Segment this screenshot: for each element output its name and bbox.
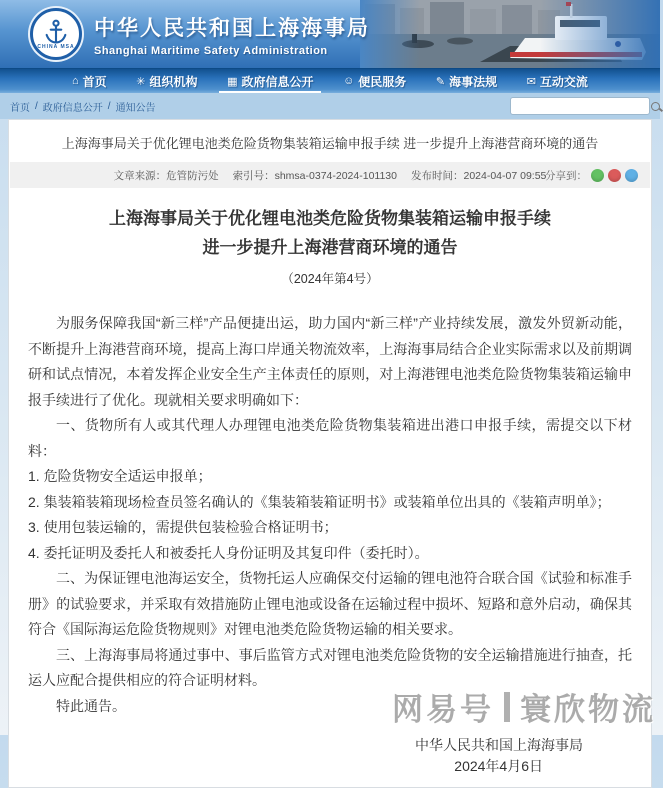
meta-source-label: 文章来源： — [113, 169, 167, 182]
paragraph-item4: 4. 委托证明及委托人和被委托人身份证明及其复印件（委托时）。 — [28, 544, 429, 561]
breadcrumb-notices[interactable]: 通知公告 — [115, 102, 156, 114]
breadcrumb-bar — [0, 93, 660, 119]
share-bar — [545, 168, 638, 183]
search-icon[interactable] — [651, 102, 660, 111]
meta-index-value: shmsa-0374-2024-101130 — [274, 169, 397, 182]
site-subtitle: Shanghai Maritime Safety Administration — [94, 44, 328, 57]
paragraph-section3: 三、上海海事局将通过事中、事后监管方式对锂电池类危险货物的安全运输措施进行抽查，托运人应配合提供相应的符合证明材料。 — [28, 646, 632, 688]
signature-block — [9, 735, 651, 777]
breadcrumb-separator: / — [107, 100, 111, 112]
document-body — [9, 311, 651, 719]
watermark-left: 网易号 — [392, 692, 494, 727]
meta-time-label: 发布时间： — [410, 169, 464, 182]
paragraph-intro: 为服务保障我国“新三样”产品便捷出运，助力国内“新三样”产业持续发展，激发外贸新动能，不断提升上海港营商环境，提高上海口岸通关物流效率，上海海事局结合企业实际需求以及前期调研和试点情况，本着发挥企业安全生产主体责任的原则，对上海港锂电池类危险货物集装箱运输申报手续进行了优化。现就相关要求明确如下： — [28, 315, 632, 408]
main-nav — [0, 68, 660, 93]
nav-item-home[interactable] — [70, 69, 109, 93]
meta-index — [233, 168, 397, 183]
breadcrumb-separator: / — [35, 100, 38, 112]
banner-left — [0, 0, 408, 68]
citizen-service-icon: ☺ — [343, 75, 355, 87]
info-grid-icon: ▦ — [227, 75, 238, 88]
nav-label: 互动交流 — [539, 74, 588, 89]
breadcrumb — [10, 99, 156, 114]
banner-titles — [94, 12, 370, 57]
article-list-title: 上海海事局关于优化锂电池类危险货物集装箱运输申报手续 进一步提升上海港营商环境的通告 — [61, 136, 599, 151]
article-panel — [8, 119, 652, 788]
breadcrumb-gov-info[interactable]: 政府信息公开 — [42, 102, 103, 114]
nav-label: 政府信息公开 — [241, 74, 314, 89]
paragraph-section1: 一、货物所有人或其代理人办理锂电池类危险货物集装箱进出港口申报手续，需提交以下材料： — [28, 417, 632, 459]
document-number: （2024年第4号） — [281, 272, 379, 286]
share-wechat-icon[interactable] — [591, 169, 604, 182]
watermark-right: 寰欣物流 — [520, 692, 656, 727]
breadcrumb-home[interactable]: 首页 — [10, 102, 30, 114]
nav-label: 首页 — [82, 74, 107, 89]
paragraph-section2: 二、为保证锂电池海运安全，货物托运人应确保交付运输的锂电池符合联合国《试验和标准手册》的试验要求，并采取有效措施防止锂电池或设备在运输过程中损坏、短路和意外启动，确保其符合《国际海运危险货物规则》对锂电池类危险货物运输的相关要求。 — [28, 570, 632, 637]
paragraph-item3: 3. 使用包装运输的，需提供包装检验合格证明书； — [28, 519, 338, 535]
document-title-line1: 上海海事局关于优化锂电池类危险货物集装箱运输申报手续 — [109, 209, 551, 228]
share-weibo-icon[interactable] — [608, 169, 621, 182]
signature-date: 2024年4月6日 — [454, 758, 543, 774]
emblem-text: CHINA MSA — [37, 44, 75, 50]
meta-source — [114, 168, 219, 183]
signature-org: 中华人民共和国上海海事局 — [415, 737, 583, 753]
msa-logo — [30, 8, 82, 60]
meta-index-label: 索引号： — [232, 169, 275, 182]
nav-label: 组织机构 — [149, 74, 198, 89]
share-label: 分享到： — [545, 169, 587, 182]
nav-item-citizen-service[interactable] — [341, 69, 408, 93]
meta-source-value: 危管防污处 — [166, 169, 219, 182]
share-qq-icon[interactable] — [625, 169, 638, 182]
meta-time — [411, 168, 546, 183]
nav-item-interaction[interactable] — [525, 69, 590, 93]
search-input[interactable] — [511, 99, 651, 113]
paragraph-closing: 特此通告。 — [56, 697, 126, 714]
nav-item-organization[interactable] — [134, 69, 199, 93]
law-pen-icon: ✎ — [435, 75, 446, 88]
article-meta-bar — [10, 162, 650, 188]
search-box[interactable] — [510, 97, 650, 115]
paragraph-item1: 1. 危险货物安全适运申报单； — [28, 468, 212, 484]
nav-label: 海事法规 — [449, 74, 498, 89]
nav-label: 便民服务 — [358, 74, 407, 89]
document-title — [9, 204, 651, 262]
anchor-icon — [42, 18, 70, 46]
site-banner — [0, 0, 660, 68]
meta-time-value: 2024-04-07 09:55 — [463, 169, 547, 182]
home-icon: ⌂ — [72, 75, 79, 87]
organization-icon: ✳ — [136, 75, 146, 88]
site-title: 中华人民共和国上海海事局 — [94, 16, 370, 40]
paragraph-item2: 2. 集装箱装箱现场检查员签名确认的《集装箱装箱证明书》或装箱单位出具的《装箱声明单》； — [28, 493, 611, 510]
document-title-line2: 进一步提升上海港营商环境的通告 — [202, 238, 458, 257]
nav-item-gov-info[interactable] — [225, 69, 315, 93]
interaction-icon: ✉ — [526, 75, 536, 88]
nav-item-maritime-law[interactable] — [434, 69, 499, 93]
